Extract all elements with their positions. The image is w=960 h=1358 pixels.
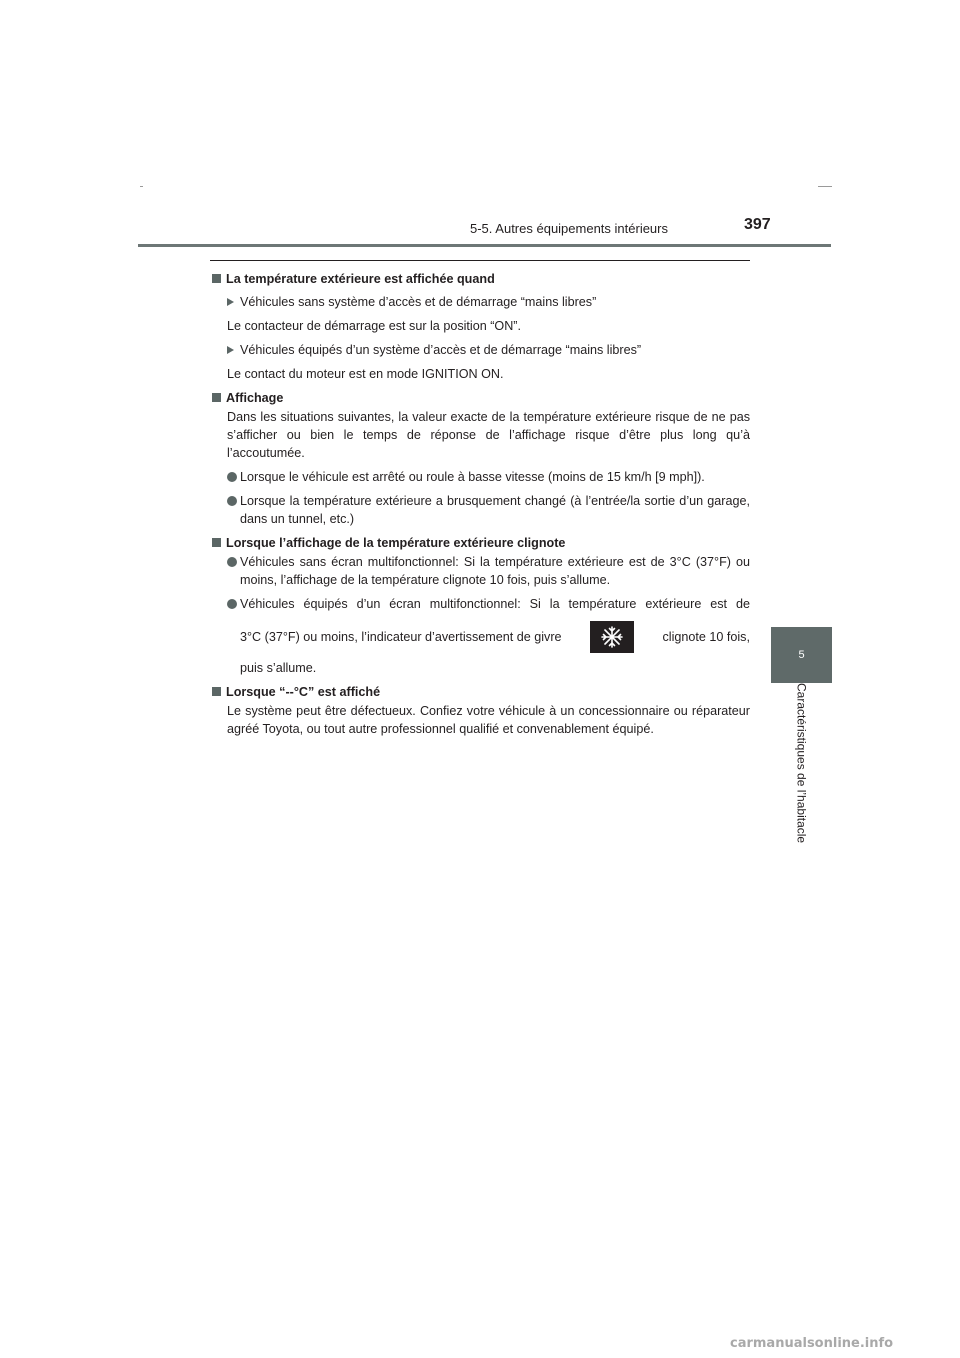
section-title: 5-5. Autres équipements intérieurs: [470, 221, 668, 236]
watermark: carmanualsonline.info: [730, 1336, 894, 1351]
round-bullet-icon: [227, 599, 237, 609]
paragraph: Dans les situations suivantes, la valeur exacte de la température extérieure risque de ne pas s’afficher ou bien le temps de réponse de l’affichage risque d’être plus long qu’à l’accoutumée.: [227, 410, 750, 460]
square-bullet-icon: [212, 393, 221, 402]
section-heading: Lorsque l’affichage de la température extérieure clignote: [210, 534, 750, 552]
arrow-bullet-icon: [227, 298, 234, 306]
square-bullet-icon: [212, 687, 221, 696]
list-item: Véhicules équipés d’un écran multifonctionnel: Si la température extérieure est de 3°C (37°F) ou moins, l’indicateur d’avertissement de givre clignote 10 fois, puis s’allume.: [227, 595, 750, 677]
content-rule: [210, 260, 750, 261]
paragraph: Le contact du moteur est en mode IGNITION ON.: [227, 367, 504, 381]
list-item: Véhicules équipés d’un système d’accès et de démarrage “mains libres”: [227, 341, 750, 359]
round-bullet-icon: [227, 557, 237, 567]
chapter-tab-label: Caractéristiques de l’habitacle: [794, 683, 809, 844]
crop-mark-left: [140, 186, 143, 187]
square-bullet-icon: [212, 538, 221, 547]
section-heading: Lorsque “--°C” est affiché: [210, 683, 750, 701]
section-heading: Affichage: [210, 389, 750, 407]
list-item: Lorsque le véhicule est arrêté ou roule à basse vitesse (moins de 15 km/h [9 mph]).: [227, 468, 750, 486]
paragraph: Le système peut être défectueux. Confiez votre véhicule à un concessionnaire ou réparateur agréé Toyota, ou tout autre professionnel qualifié et convenablement équipé.: [227, 704, 750, 736]
content: [210, 270, 750, 738]
header-rule: [138, 244, 831, 247]
arrow-bullet-icon: [227, 346, 234, 354]
list-item: Véhicules sans système d’accès et de démarrage “mains libres”: [227, 293, 750, 311]
round-bullet-icon: [227, 472, 237, 482]
page-number: 397: [744, 216, 771, 233]
list-item: Lorsque la température extérieure a brusquement changé (à l’entrée/la sortie d’un garage, dans un tunnel, etc.): [227, 492, 750, 528]
square-bullet-icon: [212, 274, 221, 283]
snowflake-icon: [590, 621, 634, 653]
crop-mark-right: [818, 186, 832, 187]
list-item: Véhicules sans écran multifonctionnel: Si la température extérieure est de 3°C (37°F) ou moins, l’affichage de la température clignote 10 fois, puis s’allume.: [227, 553, 750, 589]
chapter-tab-number: 5: [771, 627, 832, 683]
paragraph: Le contacteur de démarrage est sur la position “ON”.: [227, 319, 521, 333]
round-bullet-icon: [227, 496, 237, 506]
section-heading: La température extérieure est affichée quand: [210, 270, 750, 288]
chapter-tab-title: [771, 683, 832, 867]
